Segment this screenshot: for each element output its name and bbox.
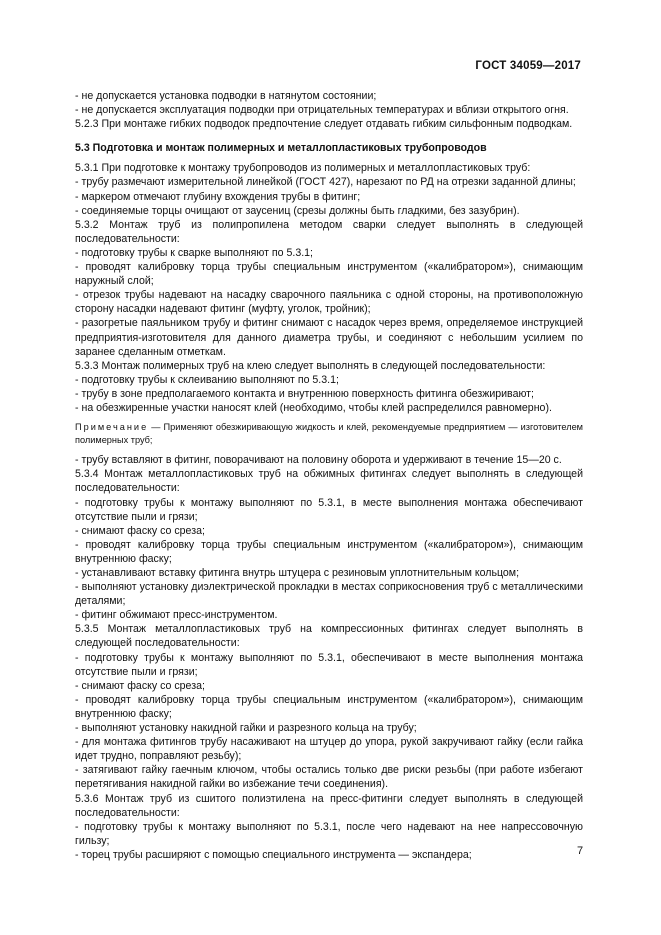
list-item: - трубу размечают измерительной линейкой (ГОСТ 427), нарезают по РД на отрезки заданной длины; — [75, 176, 576, 189]
list-item: - не допускается установка подводки в натянутом состоянии; — [75, 90, 377, 102]
document-body — [75, 89, 583, 862]
note-label: Примечание — [75, 422, 149, 433]
paragraph: 5.2.3 При монтаже гибких подводок предпочтение следует отдавать гибким сильфонным подводкам. — [75, 118, 573, 131]
list-item: - затягивают гайку гаечным ключом, чтобы остались только две риски резьбы (при работе избегают перетягивания накидной гайки во избежание течи соединения). — [75, 764, 583, 791]
list-item: - проводят калибровку торца трубы специальным инструментом («калибратором»), снимающим внутреннюю фаску; — [75, 693, 583, 720]
list-item: - трубу вставляют в фитинг, поворачивают на половину оборота и удерживают в течение 15—20 с. — [75, 454, 562, 467]
list-item: - трубу в зоне предполагаемого контакта и внутреннюю поверхность фитинга обезжиривают; — [75, 387, 534, 400]
list-item: - устанавливают вставку фитинга внутрь штуцера с резиновым уплотнительным кольцом; — [75, 567, 520, 579]
note-text: — Применяют обезжиривающую жидкость и клей, рекомендуемые предприятием — изготовителем полимерных труб; — [75, 422, 583, 445]
list-item: - подготовку трубы к монтажу выполняют по 5.3.1, в месте выполнения монтажа обеспечивают отсутствие пыли и грязи; — [75, 496, 583, 523]
paragraph: 5.3.3 Монтаж полимерных труб на клею следует выполнять в следующей последовательности: — [75, 359, 546, 372]
paragraph: 5.3.5 Монтаж металлопластиковых труб на компрессионных фитингах следует выполнять в следующей последовательности: — [75, 623, 583, 650]
note-paragraph — [75, 421, 583, 446]
list-item: - для монтажа фитингов трубу насаживают на штуцер до упора, рукой закручивают гайку (если гайка идет трудно, поправляют резьбу); — [75, 736, 583, 763]
list-item: - фитинг обжимают пресс-инструментом. — [75, 609, 278, 622]
list-item: - снимают фаску со среза; — [75, 524, 205, 537]
list-item: - подготовку трубы к монтажу выполняют по 5.3.1, обеспечивают в месте выполнения монтажа отсутствие пыли и грязи; — [75, 651, 583, 678]
list-item: - проводят калибровку торца трубы специальным инструментом («калибратором»), снимающим внутреннюю фаску; — [75, 538, 583, 565]
list-item: - подготовку трубы к монтажу выполняют по 5.3.1, после чего надевают на нее напрессовочную гильзу; — [75, 820, 583, 847]
section-heading: 5.3 Подготовка и монтаж полимерных и металлопластиковых трубопроводов — [75, 142, 487, 155]
list-item: - подготовку трубы к склеиванию выполняют по 5.3.1; — [75, 373, 339, 386]
list-item: - проводят калибровку торца трубы специальным инструментом («калибратором»), снимающим наружный слой; — [75, 261, 583, 288]
paragraph: 5.3.4 Монтаж металлопластиковых труб на обжимных фитингах следует выполнять в следующей последовательности: — [75, 468, 583, 495]
list-item: - отрезок трубы надевают на насадку сварочного паяльника с одной стороны, на противоположную сторону насадки надевают фитинг (муфту, уголок, тройник); — [75, 289, 583, 316]
list-item: - выполняют установку диэлектрической прокладки в местах соприкосновения труб с металлическими деталями; — [75, 581, 583, 608]
list-item: - на обезжиренные участки наносят клей (необходимо, чтобы клей распределился равномерно). — [75, 401, 552, 414]
document-header: ГОСТ 34059—2017 — [475, 60, 581, 72]
list-item: - торец трубы расширяют с помощью специального инструмента — экспандера; — [75, 848, 472, 861]
paragraph: 5.3.6 Монтаж труб из сшитого полиэтилена на пресс-фитинги следует выполнять в следующей последовательности: — [75, 792, 583, 819]
paragraph: 5.3.1 При подготовке к монтажу трубопроводов из полимерных и металлопластиковых труб: — [75, 162, 531, 175]
list-item: - подготовку трубы к сварке выполняют по 5.3.1; — [75, 246, 313, 259]
list-item: - маркером отмечают глубину вхождения трубы в фитинг; — [75, 190, 361, 203]
list-item: - выполняют установку накидной гайки и разрезного кольца на трубу; — [75, 722, 417, 735]
list-item: - снимают фаску со среза; — [75, 679, 205, 692]
paragraph: 5.3.2 Монтаж труб из полипропилена методом сварки следует выполнять в следующей последовательности: — [75, 218, 583, 245]
list-item: - не допускается эксплуатация подводки при отрицательных температурах и вблизи открытого огня. — [75, 104, 569, 117]
page-number: 7 — [577, 845, 584, 857]
list-item: - соединяемые торцы очищают от заусениц (срезы должны быть гладкими, без зазубрин). — [75, 204, 520, 217]
list-item: - разогретые паяльником трубу и фитинг снимают с насадок через время, определяемое инструкцией предприятия-изготовителя для данного диаметра трубы, и соединяют с небольшим усилием по заранее сделанным отметкам. — [75, 317, 583, 358]
